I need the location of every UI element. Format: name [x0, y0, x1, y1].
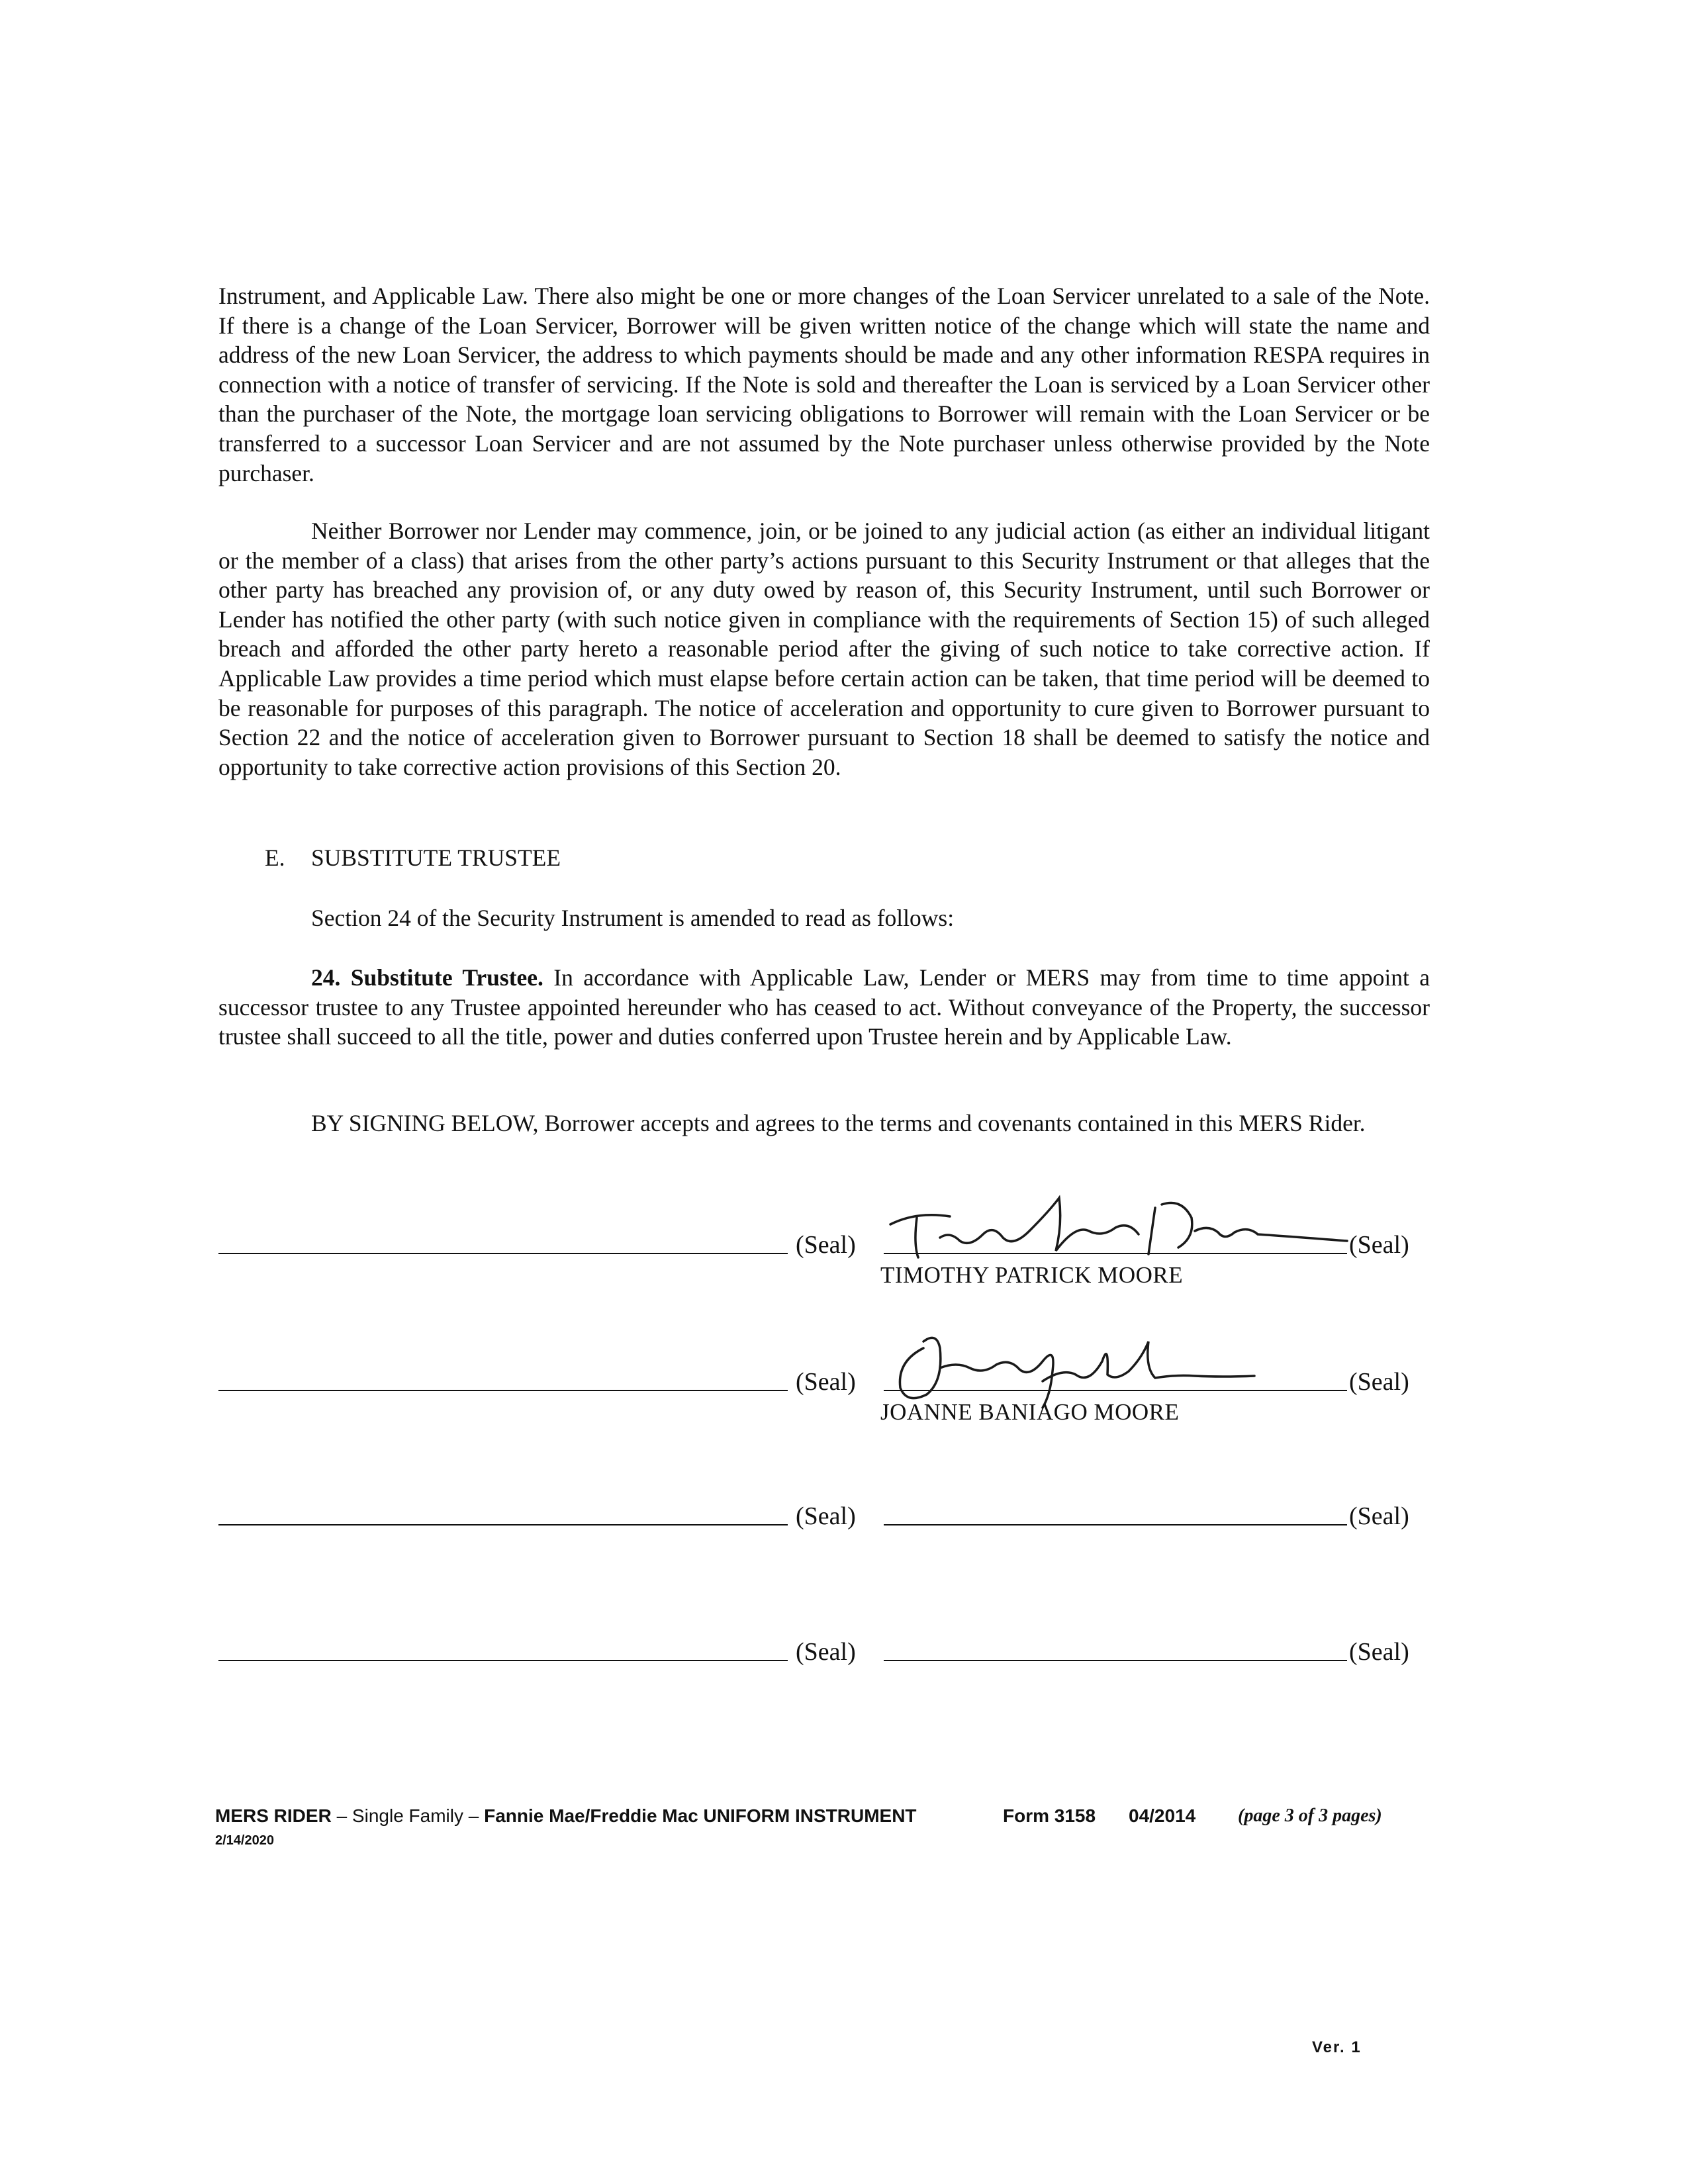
- signature-line-left: [218, 1253, 788, 1254]
- seal-label: (Seal): [1349, 1368, 1409, 1396]
- footer-form-title: [215, 1805, 917, 1827]
- signature-row-1: [218, 1221, 1430, 1288]
- seal-label: (Seal): [1349, 1638, 1409, 1666]
- seal-label: (Seal): [1349, 1502, 1409, 1530]
- seal-label: (Seal): [796, 1231, 856, 1259]
- paragraph-signing-acceptance: BY SIGNING BELOW, Borrower accepts and agrees to the terms and covenants contained in this MERS Rider.: [311, 1110, 1366, 1136]
- footer-form-date: 04/2014: [1129, 1805, 1196, 1826]
- signature-line-right: [884, 1660, 1347, 1661]
- version-label: Ver. 1: [1312, 2038, 1362, 2056]
- section-title: SUBSTITUTE TRUSTEE: [311, 844, 561, 871]
- signature-row-2: [218, 1358, 1430, 1425]
- signer-name-1: TIMOTHY PATRICK MOORE: [880, 1262, 1184, 1288]
- clause-title: 24. Substitute Trustee.: [311, 964, 543, 991]
- clause-body: In accordance with Applicable Law, Lender or MERS may from time to time appoint a successor trustee to any Trustee appointed hereunder who has ceased to act. Without conveyance of the Property, the successor trustee shall succeed to all the title, power and duties conferred upon Trustee herein and by Applicable Law.: [218, 964, 1430, 1050]
- seal-label: (Seal): [796, 1638, 856, 1666]
- seal-label: (Seal): [1349, 1231, 1409, 1259]
- signature-line-left: [218, 1390, 788, 1391]
- paragraph-section-24-amended: Section 24 of the Security Instrument is amended to read as follows:: [311, 905, 955, 931]
- signature-row-4: [218, 1628, 1430, 1668]
- signer-name-2: JOANNE BANIAGO MOORE: [880, 1399, 1180, 1425]
- footer-title-part: Fannie Mae/Freddie Mac UNIFORM INSTRUMENT: [484, 1805, 917, 1826]
- seal-label: (Seal): [796, 1502, 856, 1530]
- signature-line-right: [884, 1524, 1347, 1525]
- footer-date-stamp: 2/14/2020: [215, 1833, 274, 1848]
- footer-page-number: (page 3 of 3 pages): [1238, 1805, 1382, 1826]
- footer-title-part: – Single Family –: [331, 1805, 485, 1826]
- section-label: E.: [265, 844, 285, 871]
- footer-title-part: MERS RIDER: [215, 1805, 332, 1826]
- paragraph-substitute-trustee: [218, 963, 1430, 1052]
- paragraph-notice-of-grievance: Neither Borrower nor Lender may commence, join, or be joined to any judicial action (as either an individual litigant or the member of a class) that arises from the other party’s actions pursuant to this Security Instrument or that alleges that the other party has breached any provision of, or any duty owed by reason of, this Security Instrument, until such Borrower or Lender has notified the other party (with such notice given in compliance with the requirements of Section 15) of such alleged breach and afforded the other party hereto a reasonable period after the giving of such notice to take corrective action. If Applicable Law provides a time period which must elapse before certain action can be taken, that time period will be deemed to be reasonable for purposes of this paragraph. The notice of acceleration and opportunity to cure given to Borrower pursuant to Section 22 and the notice of acceleration given to Borrower pursuant to Section 18 shall be deemed to satisfy the notice and opportunity to take corrective action provisions of this Section 20.: [218, 518, 1430, 780]
- footer-form-number: Form 3158: [1003, 1805, 1096, 1826]
- signature-row-3: [218, 1492, 1430, 1532]
- paragraph-loan-servicer: Instrument, and Applicable Law. There also might be one or more changes of the Loan Servicer unrelated to a sale of the Note. If there is a change of the Loan Servicer, Borrower will be given written notice of the change which will state the name and address of the new Loan Servicer, the address to which payments should be made and any other information RESPA requires in connection with a notice of transfer of servicing. If the Note is sold and thereafter the Loan is serviced by a Loan Servicer other than the purchaser of the Note, the mortgage loan servicing obligations to Borrower will remain with the Loan Servicer or be transferred to a successor Loan Servicer and are not assumed by the Note purchaser unless otherwise provided by the Note purchaser.: [218, 283, 1430, 486]
- signature-line-left: [218, 1660, 788, 1661]
- seal-label: (Seal): [796, 1368, 856, 1396]
- section-heading-substitute-trustee: [265, 844, 561, 872]
- signature-line-left: [218, 1524, 788, 1525]
